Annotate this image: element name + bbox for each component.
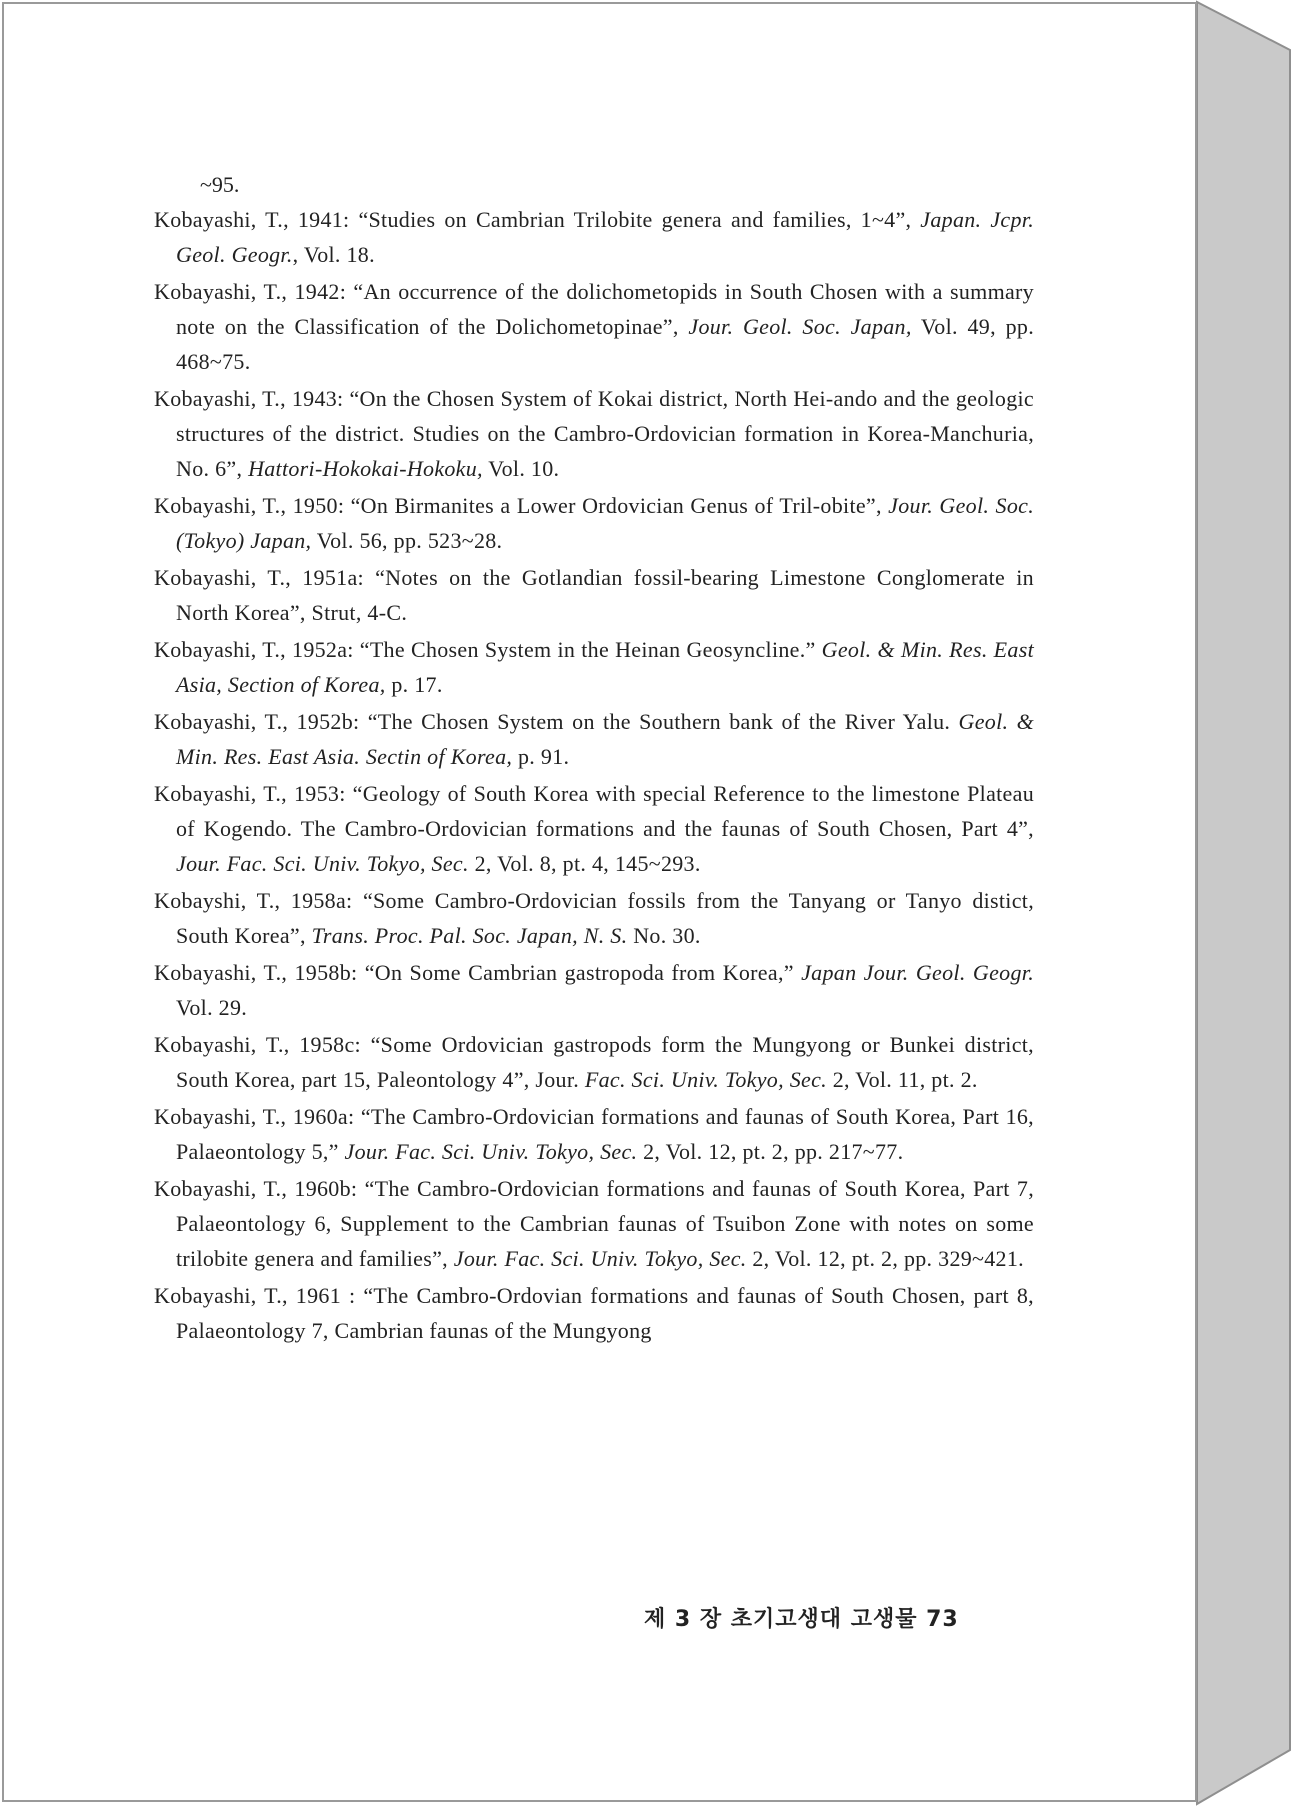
reference-text: “The Chosen System in the Heinan Geosyncline.” — [359, 637, 822, 662]
reference-entry — [154, 560, 1034, 630]
reference-entry — [154, 704, 1034, 774]
reference-text: “The Cambro-Ordovician formations and faunas of South Korea, Part 7, Palaeontology 6, Supplement to the Cambrian faunas of Tsuibon Zone with notes on some trilobite genera and families”, — [176, 1176, 1034, 1271]
reference-entry — [154, 381, 1034, 486]
reference-list — [154, 167, 1034, 1350]
reference-tail: 2, Vol. 12, pt. 2, pp. 217~77. — [637, 1139, 904, 1164]
reference-journal: Jour. Geol. Soc. (Tokyo) Japan, — [176, 493, 1034, 553]
reference-text: “Notes on the Gotlandian fossil-bearing Limestone Conglomerate in North Korea”, Strut, 4-C. — [176, 565, 1034, 625]
reference-tail: Vol. 10. — [482, 456, 560, 481]
reference-entry — [154, 488, 1034, 558]
reference-author: Kobayashi, T., 1950: — [154, 493, 351, 518]
reference-text: “On the Chosen System of Kokai district, North Hei-ando and the geologic structures of the district. Studies on the Cambro-Ordovician formation in Korea-Manchuria, No. 6”, — [176, 386, 1034, 481]
reference-author: Kobayashi, T., 1960b: — [154, 1176, 365, 1201]
reference-entry — [154, 1278, 1034, 1348]
reference-entries — [154, 202, 1034, 1348]
reference-tail: Vol. 29. — [176, 995, 248, 1020]
reference-author: Kobayashi, T., 1958b: — [154, 960, 365, 985]
reference-entry — [154, 883, 1034, 953]
reference-journal: Jour. Geol. Soc. Japan, — [688, 314, 912, 339]
reference-tail: 2, Vol. 8, pt. 4, 145~293. — [468, 851, 701, 876]
continued-reference-tail: ~95. — [200, 172, 240, 197]
reference-author: Kobayashi, T., 1952a: — [154, 637, 360, 662]
reference-journal: Trans. Proc. Pal. Soc. Japan, N. S. — [311, 923, 628, 948]
reference-author: Kobayashi, T., 1960a: — [154, 1104, 361, 1129]
reference-tail: No. 30. — [627, 923, 701, 948]
reference-entry — [154, 202, 1034, 272]
reference-tail: Vol. 49, pp. 468~75. — [176, 314, 1034, 374]
reference-author: Kobayshi, T., 1958a: — [154, 888, 363, 913]
reference-text: “Geology of South Korea with special Reference to the limestone Plateau of Kogendo. The Cambro-Ordovician formations and the faunas of South Chosen, Part 4”, — [176, 781, 1034, 841]
book-page — [2, 2, 1197, 1802]
reference-author: Kobayashi, T., 1951a: — [154, 565, 376, 590]
reference-author: Kobayashi, T., 1961 : — [154, 1283, 364, 1308]
reference-tail: 2, Vol. 12, pt. 2, pp. 329~421. — [746, 1246, 1024, 1271]
reference-journal: Japan. Jcpr. Geol. Geogr. — [176, 207, 1034, 267]
reference-text: “On Birmanites a Lower Ordovician Genus of Tril-obite”, — [350, 493, 889, 518]
reference-journal: Hattori-Hokokai-Hokoku, — [248, 456, 483, 481]
reference-tail: Vol. 56, pp. 523~28. — [311, 528, 503, 553]
reference-tail: p. 17. — [385, 672, 443, 697]
reference-tail: , Vol. 18. — [292, 242, 375, 267]
reference-entry — [154, 1099, 1034, 1169]
reference-journal: Fac. Sci. Univ. Tokyo, Sec. — [584, 1067, 827, 1092]
reference-entry — [154, 955, 1034, 1025]
page-footer: 제 3 장 초기고생대 고생물 73 — [644, 1607, 959, 1632]
reference-author: Kobayashi, T., 1942: — [154, 279, 354, 304]
reference-journal: Geol. & Min. Res. East Asia, Section of Korea, — [176, 637, 1034, 697]
reference-text: “An occurrence of the dolichometopids in South Chosen with a summary note on the Classification of the Dolichometopinae”, — [176, 279, 1034, 339]
reference-author: Kobayashi, T., 1952b: — [154, 709, 368, 734]
reference-journal: Jour. Fac. Sci. Univ. Tokyo, Sec. — [453, 1246, 747, 1271]
reference-author: Kobayashi, T., 1958c: — [154, 1032, 371, 1057]
reference-author: Kobayashi, T., 1941: — [154, 207, 359, 232]
reference-entry — [154, 274, 1034, 379]
reference-journal: Japan Jour. Geol. Geogr. — [801, 960, 1034, 985]
reference-text: “The Cambro-Ordovician formations and faunas of South Korea, Part 16, Palaeontology 5,” — [176, 1104, 1034, 1164]
reference-entry — [154, 632, 1034, 702]
reference-entry — [154, 1027, 1034, 1097]
reference-tail: p. 91. — [512, 744, 570, 769]
reference-author: Kobayashi, T., 1943: — [154, 386, 350, 411]
reference-text: “The Chosen System on the Southern bank of the River Yalu. — [367, 709, 959, 734]
reference-author: Kobayashi, T., 1953: — [154, 781, 353, 806]
reference-entry — [154, 776, 1034, 881]
reference-journal: Jour. Fac. Sci. Univ. Tokyo, Sec. — [344, 1139, 638, 1164]
reference-entry — [154, 1171, 1034, 1276]
reference-journal: Geol. & Min. Res. East Asia. Sectin of Korea, — [176, 709, 1034, 769]
reference-text: “Some Cambro-Ordovician fossils from the Tanyang or Tanyo distict, South Korea”, — [176, 888, 1034, 948]
reference-text: “Some Ordovician gastropods form the Mungyong or Bunkei district, South Korea, part 15, Paleontology 4”, Jour. — [176, 1032, 1034, 1092]
reference-text: “The Cambro-Ordovian formations and faunas of South Chosen, part 8, Palaeontology 7, Cambrian faunas of the Mungyong — [176, 1283, 1034, 1343]
reference-text: “On Some Cambrian gastropoda from Korea,” — [364, 960, 802, 985]
reference-text: “Studies on Cambrian Trilobite genera and families, 1~4”, — [358, 207, 921, 232]
reference-tail: 2, Vol. 11, pt. 2. — [826, 1067, 978, 1092]
reference-journal: Jour. Fac. Sci. Univ. Tokyo, Sec. — [176, 851, 469, 876]
